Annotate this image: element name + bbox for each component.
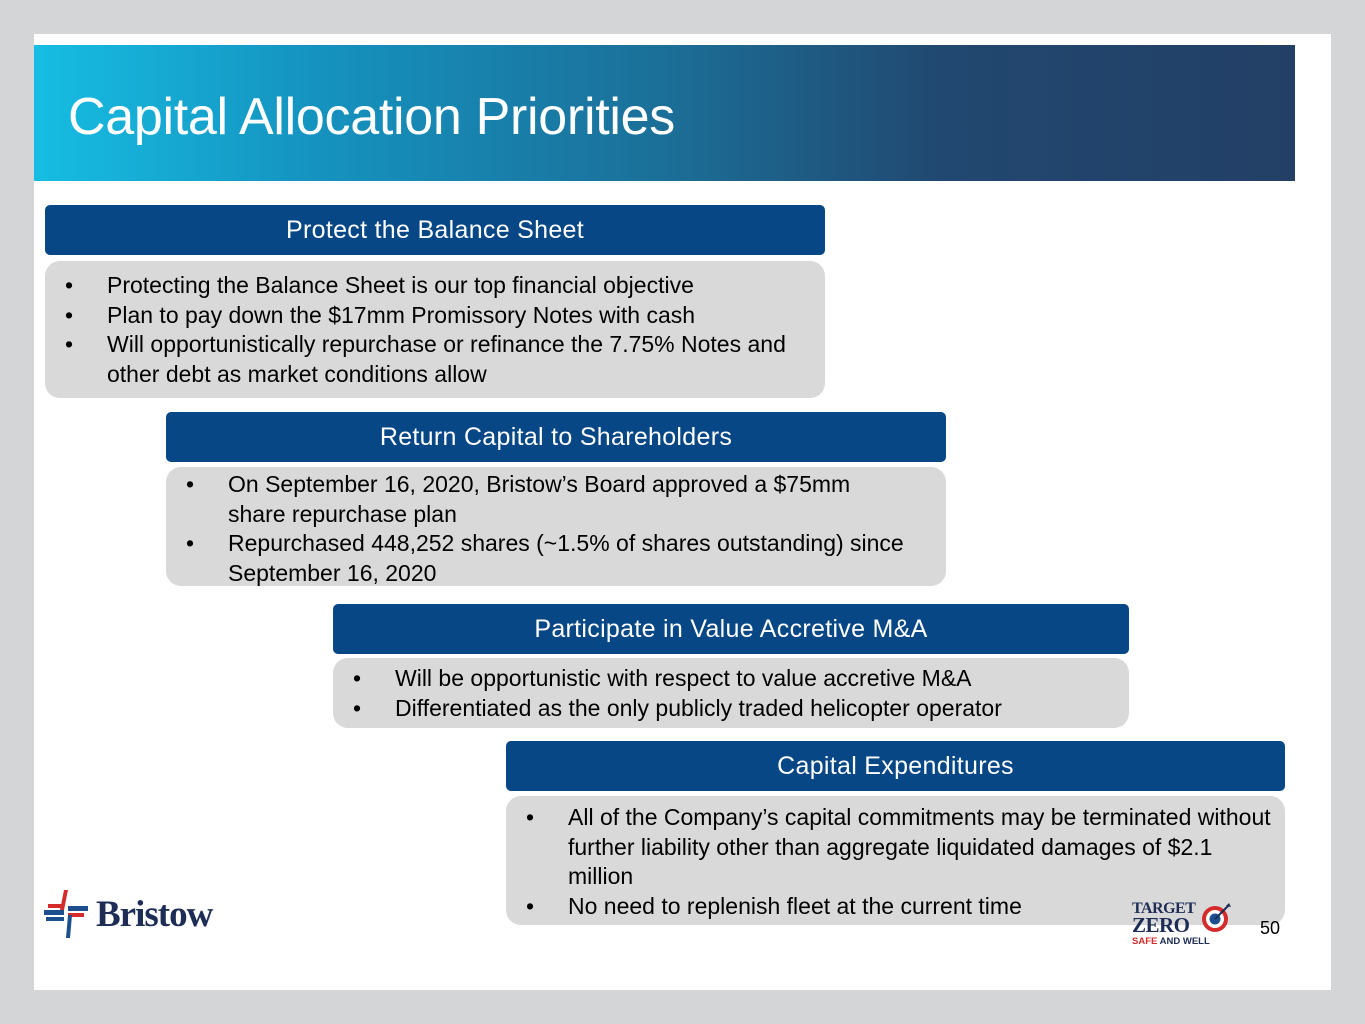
- badge-subtitle: [1132, 936, 1210, 947]
- section-header-return-capital: Return Capital to Shareholders: [166, 412, 946, 462]
- safe-text: SAFE: [1132, 936, 1158, 947]
- list-item: [45, 330, 801, 389]
- section-body-balance-sheet: [45, 261, 825, 398]
- section-header-balance-sheet: Protect the Balance Sheet: [45, 205, 825, 255]
- bullet-text: No need to replenish fleet at the current time: [568, 892, 1022, 919]
- list-item: [166, 529, 912, 588]
- bullet-text: Differentiated as the only publicly traded helicopter operator: [395, 694, 1002, 721]
- page-title: Capital Allocation Priorities: [68, 88, 675, 146]
- bullet-icon: •: [526, 892, 535, 919]
- zero-text: ZERO: [1132, 913, 1190, 937]
- bullet-text: All of the Company’s capital commitments may be terminated without further liability other than aggregate liquidated damages of $2.1 million: [568, 804, 1271, 889]
- bullet-icon: •: [186, 471, 195, 497]
- list-item: [333, 664, 1105, 694]
- bullet-icon: •: [353, 665, 362, 691]
- list-item: [45, 271, 801, 301]
- bullet-text: Protecting the Balance Sheet is our top financial objective: [107, 272, 694, 298]
- section-body-ma: [333, 658, 1129, 728]
- list-item: [45, 301, 801, 331]
- bullet-icon: •: [353, 694, 362, 721]
- bullet-icon: •: [65, 331, 74, 357]
- bullet-text: Plan to pay down the $17mm Promissory Notes with cash: [107, 301, 696, 328]
- bullet-text: Will opportunistically repurchase or refinance the 7.75% Notes and other debt as market conditions allow: [107, 331, 786, 387]
- bristow-mark-icon: [42, 888, 94, 940]
- title-banner: [34, 45, 1295, 181]
- bullet-icon: •: [65, 272, 74, 298]
- company-wordmark: Bristow: [96, 893, 213, 935]
- list-item: [333, 694, 1105, 724]
- bristow-logo: [42, 888, 212, 940]
- bullet-text: On September 16, 2020, Bristow’s Board approved a $75mm share repurchase plan: [228, 471, 851, 527]
- and-well-text: AND WELL: [1159, 936, 1210, 947]
- section-header-ma: Participate in Value Accretive M&A: [333, 604, 1129, 654]
- target-text: TARGET: [1132, 900, 1196, 917]
- target-zero-logo: [1130, 900, 1234, 948]
- bullet-icon: •: [526, 804, 535, 830]
- bullet-icon: •: [65, 301, 74, 328]
- list-item: [166, 470, 912, 529]
- section-header-capex: Capital Expenditures: [506, 741, 1285, 791]
- bullet-icon: •: [186, 530, 195, 556]
- section-body-return-capital: [166, 467, 946, 586]
- bullet-text: Will be opportunistic with respect to value accretive M&A: [395, 665, 972, 691]
- list-item: [506, 803, 1271, 892]
- target-icon: [1200, 902, 1232, 934]
- bullet-text: Repurchased 448,252 shares (~1.5% of shares outstanding) since September 16, 2020: [228, 530, 904, 586]
- page-number: 50: [1260, 918, 1281, 938]
